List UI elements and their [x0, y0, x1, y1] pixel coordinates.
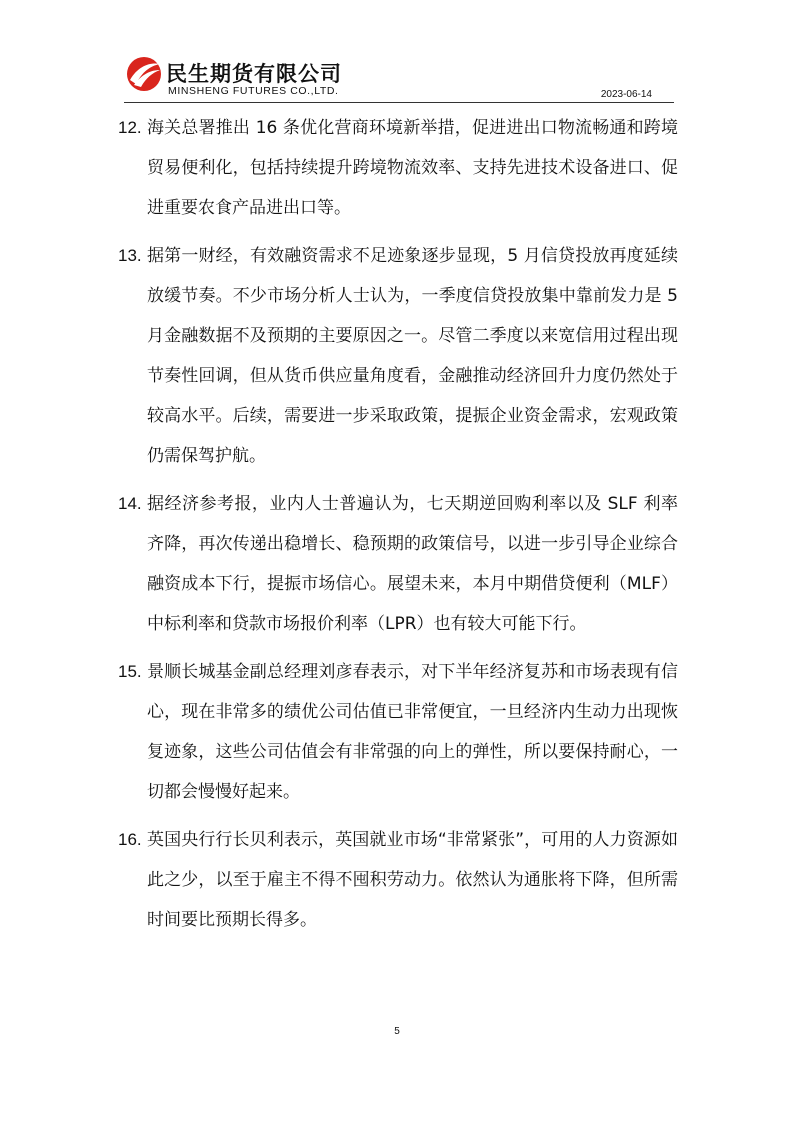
item-number: 15.: [118, 662, 142, 681]
item-number: 12.: [118, 118, 142, 137]
item-text: 据第一财经，有效融资需求不足迹象逐步显现，5 月信贷投放再度延续放缓节奏。不少市场分析人士认为，一季度信贷投放集中靠前发力是 5 月金融数据不及预期的主要原因之一。尽管二季度以来宽信用过程出现节奏性回调，但从货币供应量角度看，金融推动经济回升力度仍然处于较高水平。后续，需要进一步采取政策，提振企业资金需求，宏观政策仍需保驾护航。: [147, 246, 678, 466]
news-item-16: [118, 820, 678, 940]
item-text: 据经济参考报，业内人士普遍认为，七天期逆回购利率以及 SLF 利率齐降，再次传递出稳增长、稳预期的政策信号，以进一步引导企业综合融资成本下行，提振市场信心。展望未来，本月中期借贷便利（MLF）中标利率和贷款市场报价利率（LPR）也有较大可能下行。: [147, 494, 678, 634]
item-text: 海关总署推出 16 条优化营商环境新举措，促进进出口物流畅通和跨境贸易便利化，包括持续提升跨境物流效率、支持先进技术设备进口、促进重要农食产品进出口等。: [147, 118, 678, 218]
news-item-15: [118, 652, 678, 812]
item-number: 14.: [118, 494, 142, 513]
page-header: [124, 52, 674, 104]
item-text: 景顺长城基金副总经理刘彦春表示，对下半年经济复苏和市场表现有信心，现在非常多的绩优公司估值已非常便宜，一旦经济内生动力出现恢复迹象，这些公司估值会有非常强的向上的弹性，所以要保持耐心，一切都会慢慢好起来。: [147, 662, 678, 802]
item-number: 16.: [118, 830, 142, 849]
report-date: 2023-06-14: [600, 89, 652, 100]
company-logo: [124, 54, 364, 100]
company-name-en: MINSHENG FUTURES CO.,LTD.: [168, 85, 339, 97]
news-list: [118, 108, 678, 948]
news-item-13: [118, 236, 678, 476]
page-number: 5: [394, 1026, 400, 1037]
item-number: 13.: [118, 246, 142, 265]
item-text: 英国央行行长贝利表示，英国就业市场“非常紧张”，可用的人力资源如此之少，以至于雇主不得不囤积劳动力。依然认为通胀将下降，但所需时间要比预期长得多。: [147, 830, 678, 930]
header-divider: [124, 102, 674, 103]
news-item-14: [118, 484, 678, 644]
company-name-cn: 民生期货有限公司: [166, 62, 342, 86]
news-item-12: [118, 108, 678, 228]
minsheng-logo-icon: [124, 54, 164, 94]
